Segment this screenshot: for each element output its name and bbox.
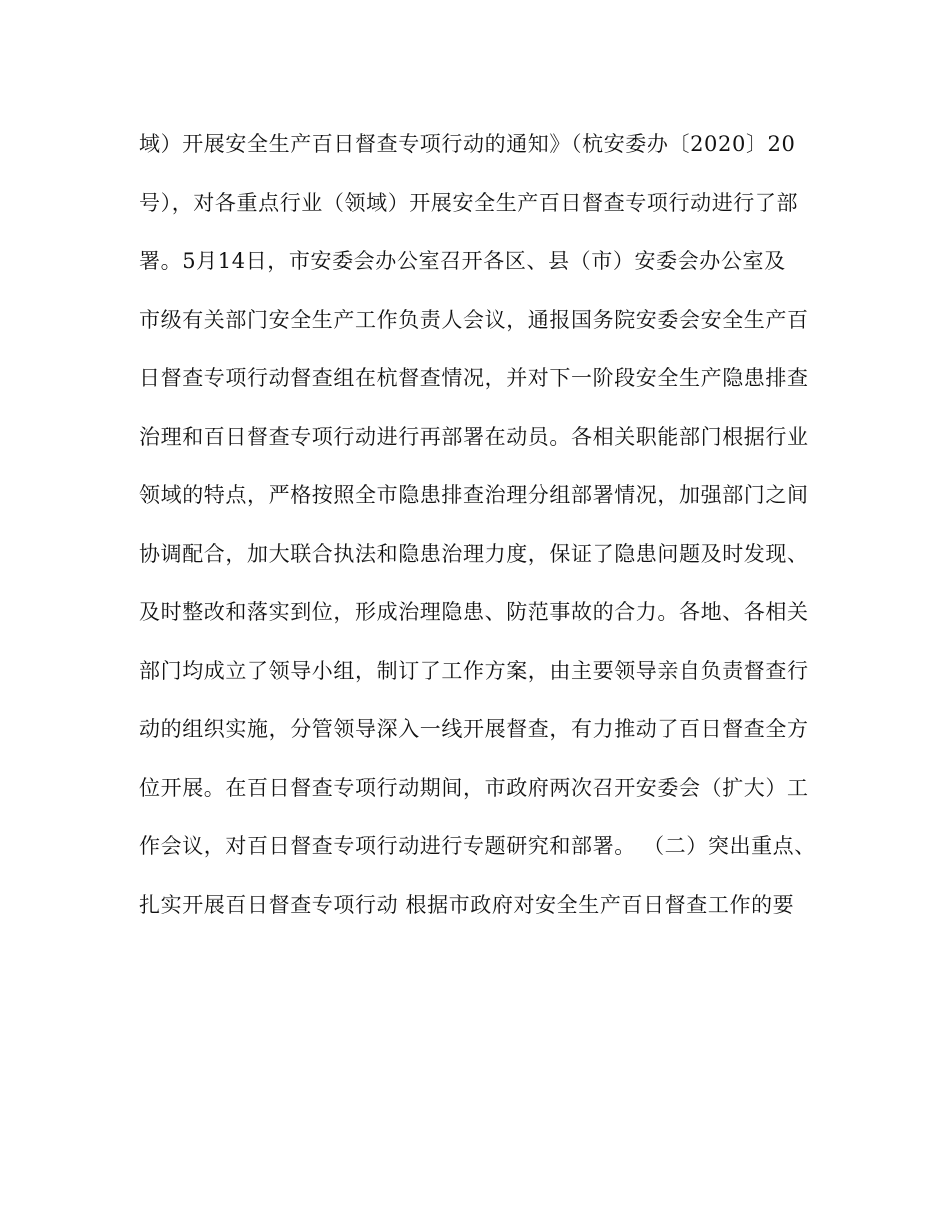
text-line: 市级有关部门安全生产工作负责人会议，通报国务院安委会安全生产百 [139,307,809,332]
text-line: 动的组织实施，分管领导深入一线开展督查，有力推动了百日督查全方 [139,717,809,741]
text-line: 治理和百日督查专项行动进行再部署在动员。各相关职能部门根据行业 [139,424,809,449]
text-line: 号），对各重点行业（领域）开展安全生产百日督查专项行动进行了部 [139,190,799,215]
text-line: 位开展。在百日督查专项行动期间，市政府两次召开安委会（扩大）工 [139,775,809,800]
text-line: 扎实开展百日督查专项行动 根据市政府对安全生产百日督查工作的要 [139,892,795,917]
text-line: 领域的特点，严格按照全市隐患排查治理分组部署情况，加强部门之间 [139,483,809,507]
text-line: 署。5月14日，市安委会办公室召开各区、县（市）安委会办公室及 [139,249,786,273]
text-line: 日督查专项行动督查组在杭督查情况，并对下一阶段安全生产隐患排查 [139,366,809,390]
text-line: 及时整改和落实到位，形成治理隐患、防范事故的合力。各地、各相关 [139,600,809,624]
text-line: 协调配合，加大联合执法和隐患治理力度，保证了隐患问题及时发现、 [139,541,809,566]
text-line: 作会议，对百日督查专项行动进行专题研究和部署。 （二）突出重点、 [139,834,816,858]
text-line: 域）开展安全生产百日督查专项行动的通知》（杭安委办〔2020〕20 [139,132,796,156]
text-line: 部门均成立了领导小组，制订了工作方案，由主要领导亲自负责督查行 [139,658,809,683]
body-text [139,124,829,943]
